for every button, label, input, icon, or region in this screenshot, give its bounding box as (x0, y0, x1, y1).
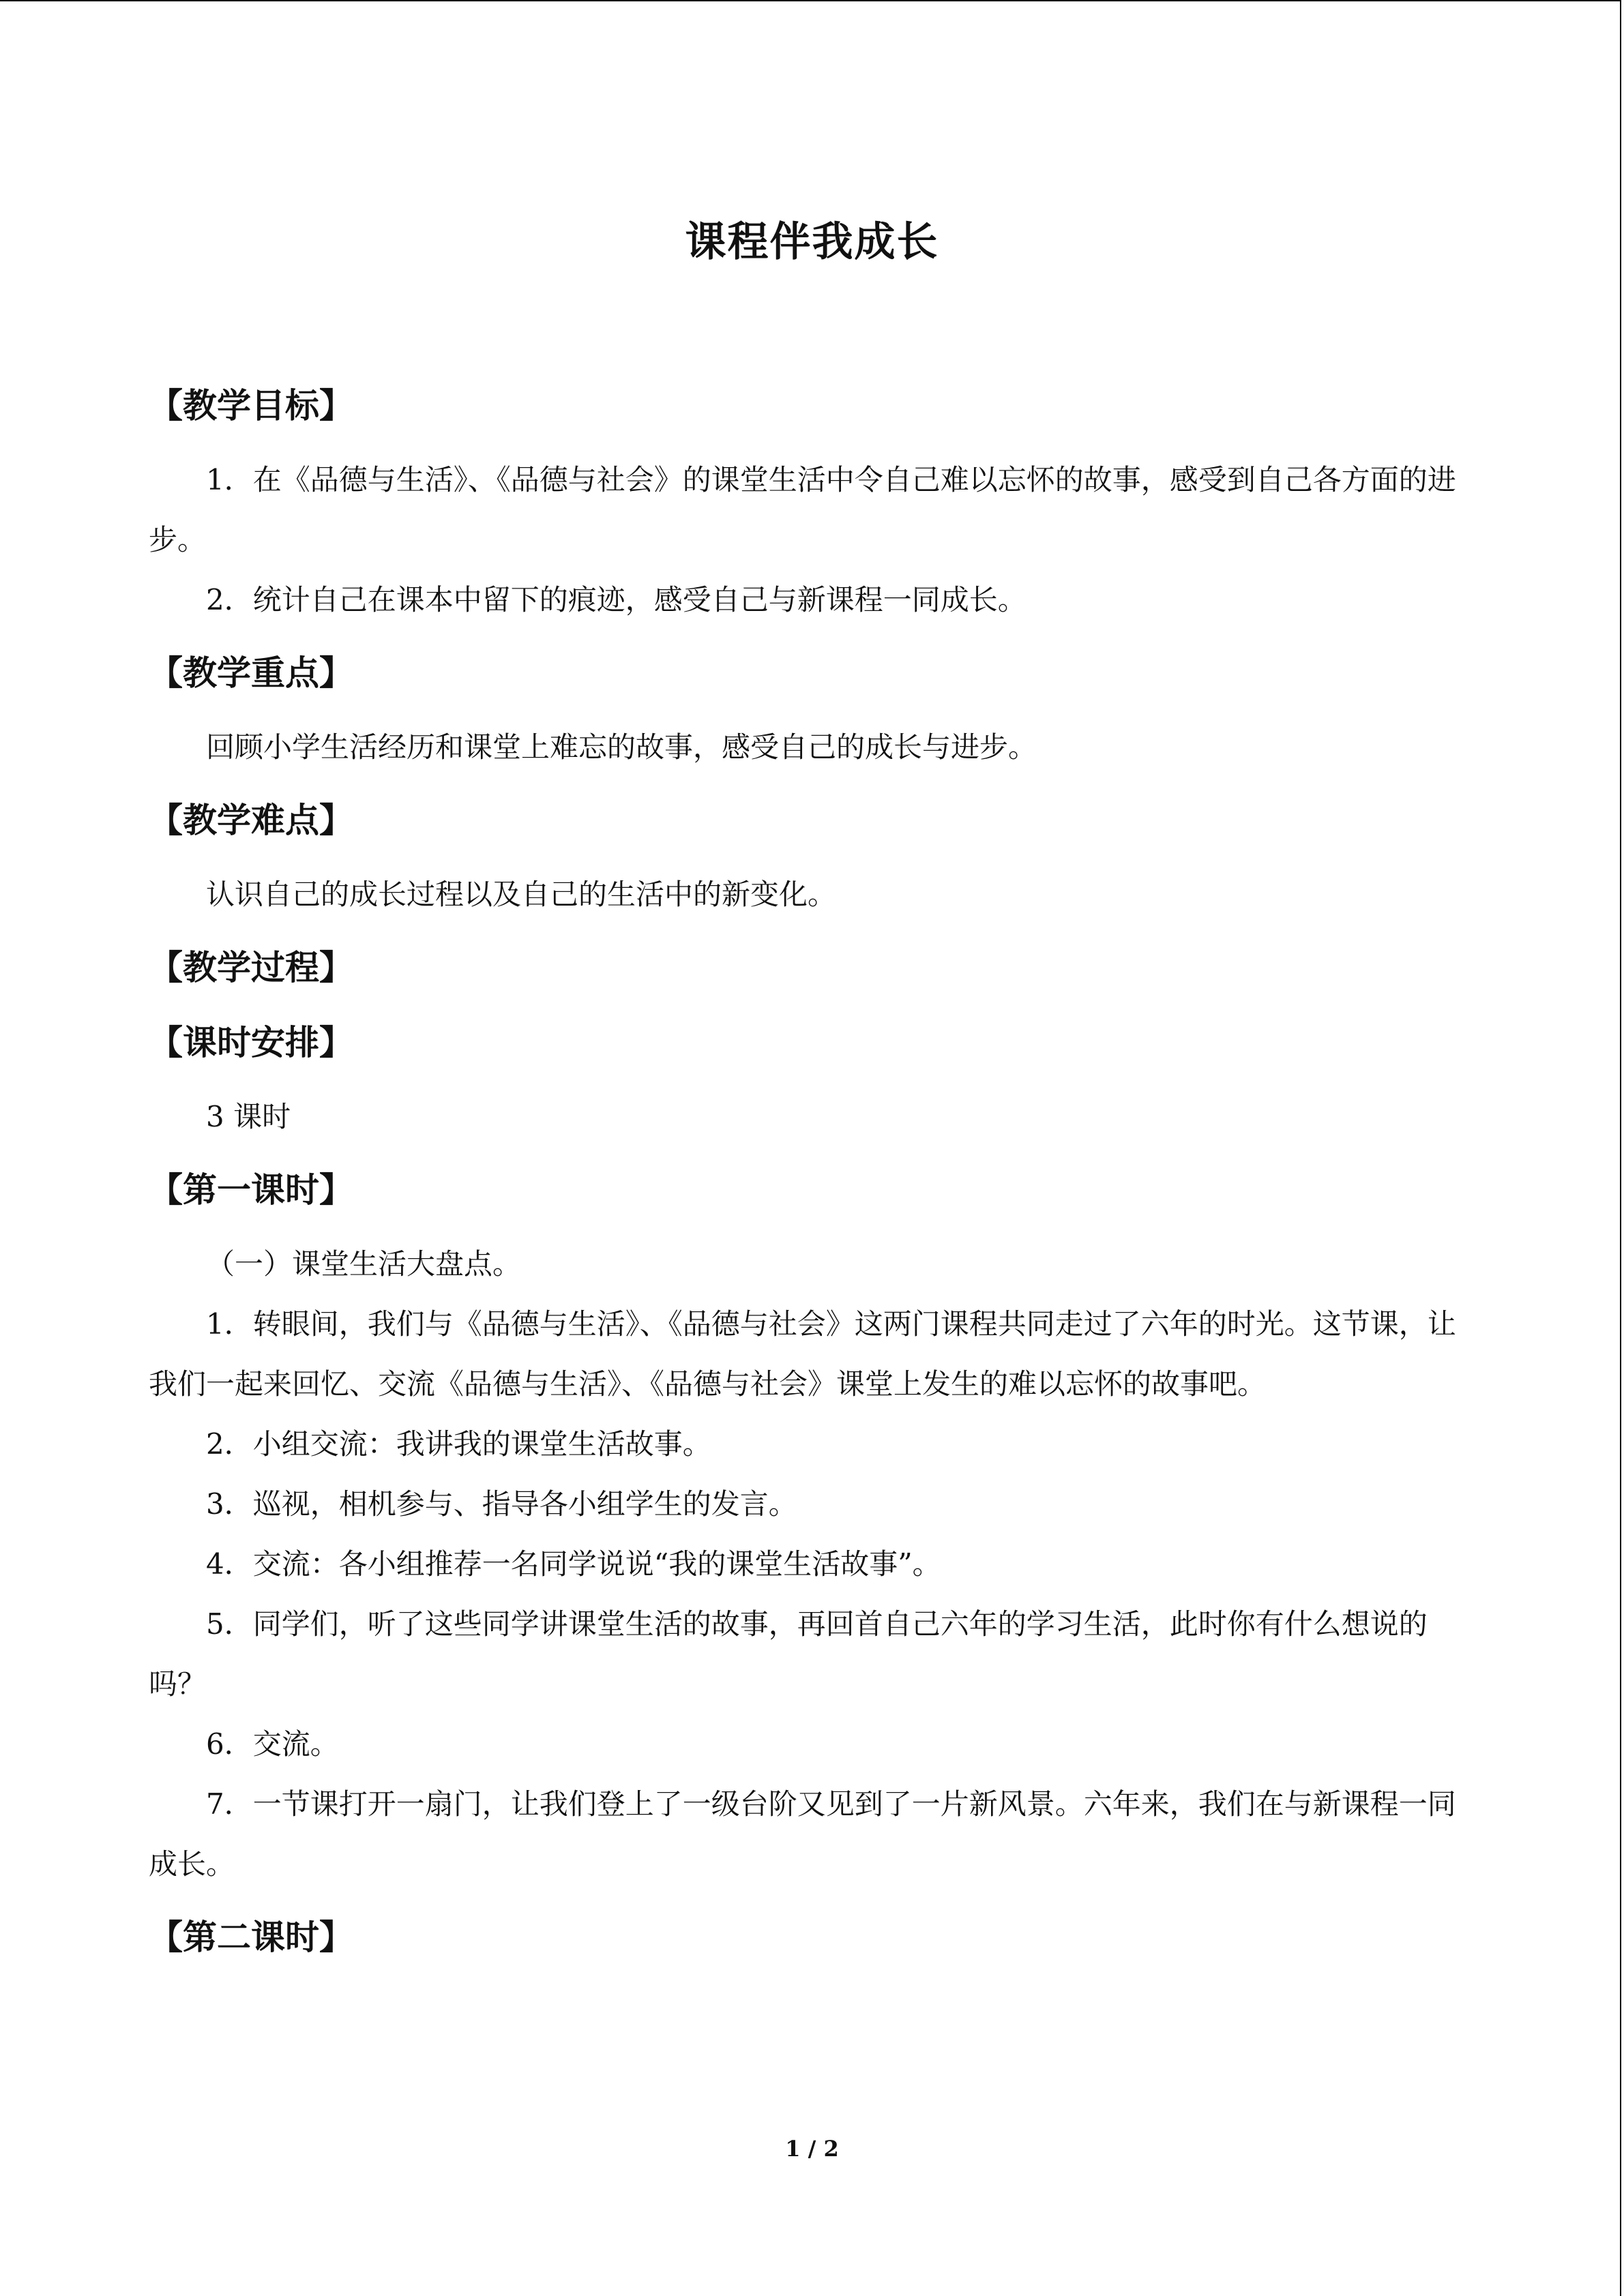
section-heading: 【第一课时】 (149, 1170, 353, 1210)
section-heading: 【第二课时】 (149, 1918, 353, 1957)
section-heading: 【教学重点】 (149, 653, 353, 693)
section-key-points (149, 642, 1475, 777)
paragraph: 4．交流：各小组推荐一名同学说说“我的课堂生活故事”。 (206, 1547, 941, 1581)
section-teaching-process (149, 937, 1475, 998)
section-heading: 【教学难点】 (149, 801, 353, 840)
paragraph: 7．一节课打开一扇门，让我们登上了一级台阶又见到了一片新风景。六年来，我们在与新课程一同成长。 (149, 1787, 1456, 1881)
section-lesson-two (149, 1907, 1475, 1968)
page-number: 1 / 2 (785, 2136, 839, 2162)
document-body (149, 205, 1475, 1982)
section-heading: 【课时安排】 (149, 1023, 353, 1062)
paragraph: 回顾小学生活经历和课堂上难忘的故事，感受自己的成长与进步。 (206, 730, 1037, 764)
document-title: 课程伴我成长 (685, 218, 939, 266)
paragraph: 1．转眼间，我们与《品德与生活》、《品德与社会》这两门课程共同走过了六年的时光。这节课，让我们一起来回忆、交流《品德与生活》、《品德与社会》课堂上发生的难以忘怀的故事吧。 (149, 1307, 1456, 1401)
paragraph: 5．同学们，听了这些同学讲课堂生活的故事，再回首自己六年的学习生活，此时你有什么想说的吗？ (149, 1607, 1428, 1701)
section-lesson-one (149, 1159, 1475, 1894)
paragraph: 2．统计自己在课本中留下的痕迹，感受自己与新课程一同成长。 (206, 583, 1027, 616)
section-heading: 【教学目标】 (149, 386, 353, 426)
section-difficulties (149, 790, 1475, 925)
paragraph: 6．交流。 (206, 1727, 339, 1761)
paragraph: 3 课时 (206, 1100, 291, 1133)
section-schedule (149, 1012, 1475, 1147)
paragraph: 1．在《品德与生活》、《品德与社会》的课堂生活中令自己难以忘怀的故事，感受到自己各方面的进步。 (149, 463, 1456, 556)
section-heading: 【教学过程】 (149, 948, 353, 987)
section-teaching-goals (149, 375, 1475, 630)
paragraph: （一）课堂生活大盘点。 (206, 1247, 522, 1281)
paragraph: 认识自己的成长过程以及自己的生活中的新变化。 (206, 878, 837, 911)
paragraph: 3．巡视，相机参与、指导各小组学生的发言。 (206, 1487, 797, 1521)
paragraph: 2．小组交流：我讲我的课堂生活故事。 (206, 1427, 711, 1461)
